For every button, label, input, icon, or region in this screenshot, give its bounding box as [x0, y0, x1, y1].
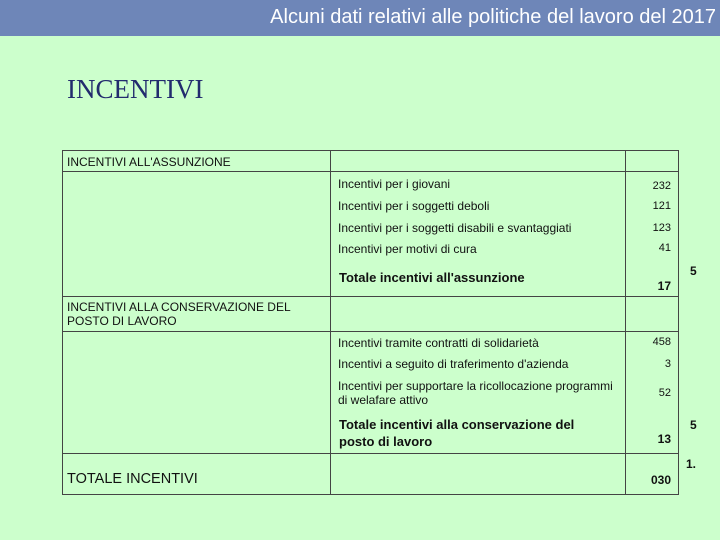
grand-total-value-part2: 030: [650, 473, 671, 487]
table-border-top: [62, 150, 679, 151]
row-label: Incentivi per supportare la ricollocazione programmi di welafare attivo: [338, 379, 613, 407]
row-label: Incentivi per i soggetti disabili e svantaggiati: [338, 221, 572, 235]
row-label: Incentivi per i soggetti deboli: [338, 199, 490, 213]
row-label: Incentivi a seguito di traferimento d'azienda: [338, 357, 569, 371]
grand-total-value-part1: 1.: [686, 457, 697, 471]
table-divider: [62, 296, 679, 297]
total-value-part1: 5: [690, 418, 697, 432]
row-value: 52: [658, 387, 671, 399]
row-value: 41: [658, 242, 671, 254]
row-value: 232: [652, 180, 671, 192]
table-divider: [62, 171, 679, 172]
total-value-part2: 13: [657, 432, 671, 446]
row-value: 121: [652, 200, 671, 212]
total-label: Totale incentivi all'assunzione: [339, 270, 525, 285]
table-divider: [62, 331, 679, 332]
group-label-conservazione: INCENTIVI ALLA CONSERVAZIONE DEL POSTO DI LAVORO: [67, 300, 291, 328]
section-title: INCENTIVI: [67, 74, 204, 104]
row-label: Incentivi tramite contratti di solidarietà: [338, 336, 539, 350]
table-border-bottom: [62, 494, 679, 495]
group-label-assunzione: INCENTIVI ALL'ASSUNZIONE: [67, 155, 231, 169]
grand-total-label: TOTALE INCENTIVI: [67, 471, 198, 487]
row-value: 458: [652, 336, 671, 348]
row-value: 123: [652, 222, 671, 234]
table-border-right: [678, 150, 679, 495]
total-label: Totale incentivi alla conservazione del posto di lavoro: [339, 417, 575, 449]
total-value-part2: 17: [657, 279, 671, 293]
table-divider: [330, 150, 331, 495]
row-value: 3: [664, 358, 671, 370]
row-label: Incentivi per motivi di cura: [338, 242, 477, 256]
table-divider: [62, 453, 679, 454]
row-label: Incentivi per i giovani: [338, 177, 451, 191]
table-border-left: [62, 150, 63, 495]
page-title: Alcuni dati relativi alle politiche del lavoro del 2017: [270, 6, 716, 28]
total-value-part1: 5: [690, 264, 697, 278]
